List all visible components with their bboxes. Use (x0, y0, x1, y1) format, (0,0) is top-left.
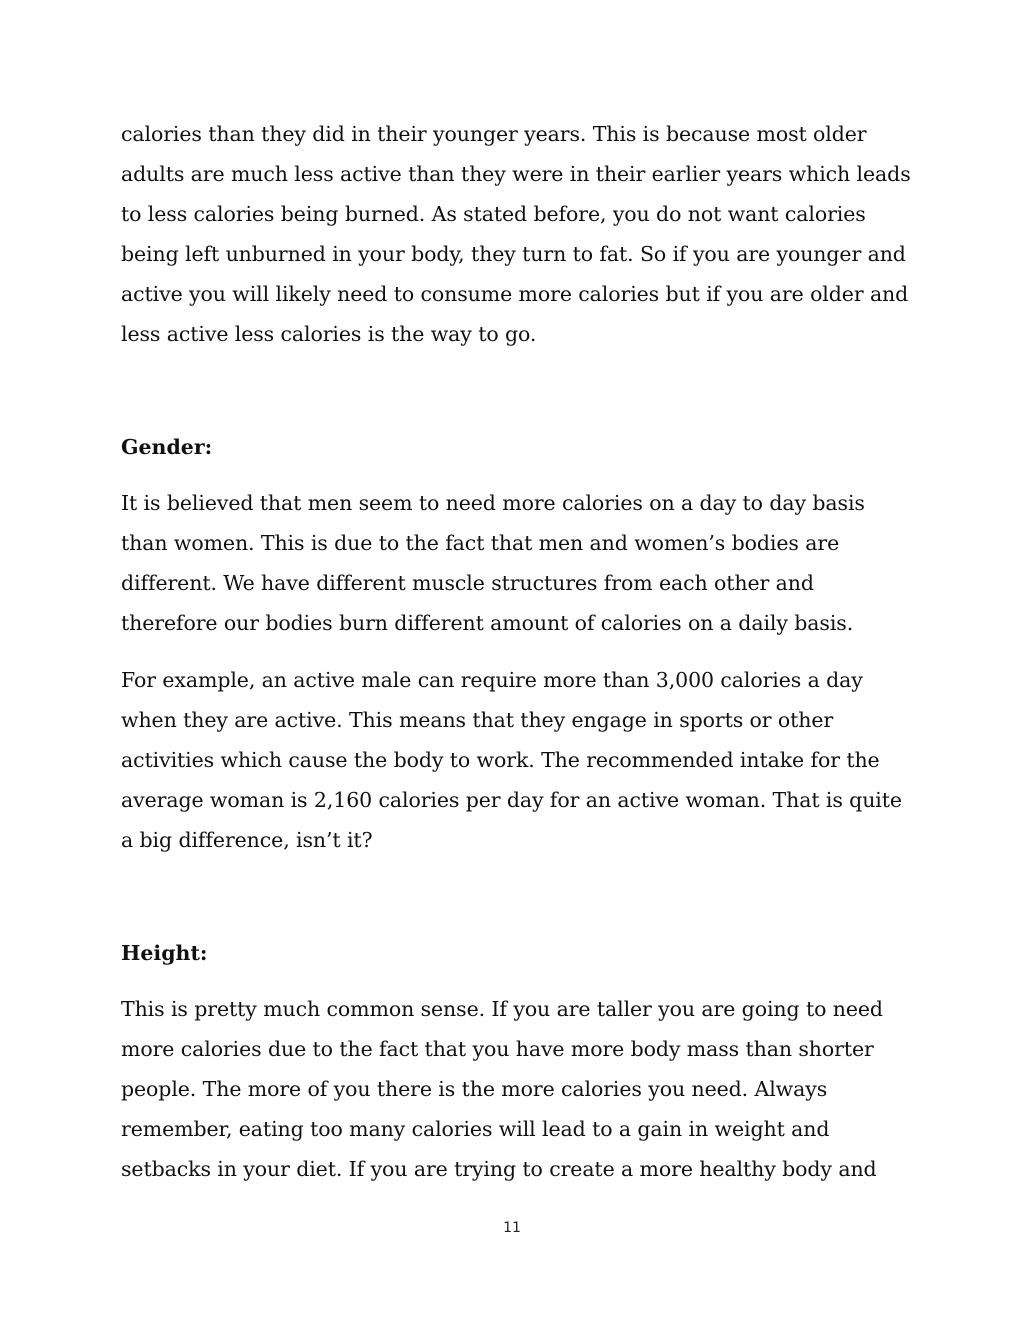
text-line: people. The more of you there is the more calories you need. Always (121, 1077, 828, 1101)
text-line: to less calories being burned. As stated before, you do not want calories (121, 202, 866, 226)
text-line: This is pretty much common sense. If you are taller you are going to need (121, 997, 883, 1021)
text-line: For example, an active male can require more than 3,000 calories a day (121, 668, 863, 692)
text-line: being left unburned in your body, they turn to fat. So if you are younger and (121, 242, 906, 266)
text-line: activities which cause the body to work. The recommended intake for the (121, 748, 880, 772)
text-line: setbacks in your diet. If you are trying to create a more healthy body and (121, 1157, 877, 1181)
text-line: than women. This is due to the fact that men and women’s bodies are (121, 531, 840, 555)
text-line: active you will likely need to consume more calories but if you are older and (121, 282, 909, 306)
text-line: more calories due to the fact that you have more body mass than shorter (121, 1037, 874, 1061)
text-line: average woman is 2,160 calories per day for an active woman. That is quite (121, 788, 902, 812)
heading-gender: Gender: (121, 435, 213, 459)
text-line: a big difference, isn’t it? (121, 828, 373, 852)
text-line: therefore our bodies burn different amount of calories on a daily basis. (121, 611, 854, 635)
heading-height: Height: (121, 941, 208, 965)
page-number: 11 (503, 1220, 521, 1236)
text-line: calories than they did in their younger years. This is because most older (121, 122, 867, 146)
paragraph-gender-intro (121, 483, 921, 643)
text-line: remember, eating too many calories will lead to a gain in weight and (121, 1117, 830, 1141)
document-body (121, 114, 921, 1189)
text-line: less active less calories is the way to go. (121, 322, 537, 346)
paragraph-gender-example (121, 660, 921, 860)
text-line: when they are active. This means that they engage in sports or other (121, 708, 834, 732)
paragraph-height (121, 989, 921, 1189)
paragraph-age-continued (121, 114, 921, 354)
text-line: adults are much less active than they were in their earlier years which leads (121, 162, 911, 186)
text-line: It is believed that men seem to need more calories on a day to day basis (121, 491, 865, 515)
text-line: different. We have different muscle structures from each other and (121, 571, 814, 595)
